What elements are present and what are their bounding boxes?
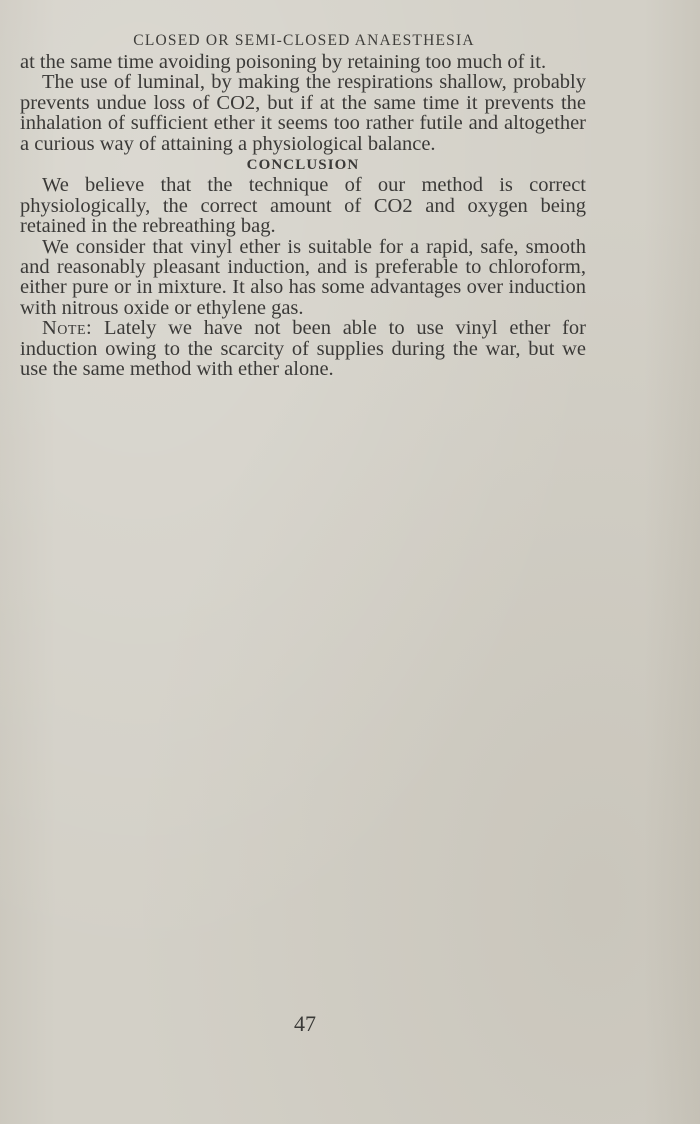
note-text: Lately we have not been able to use vinyl ether for induction owing to the scarcity of supplies during the war, but we use the same method with ether alone.	[20, 317, 586, 381]
page-number: 47	[294, 1011, 316, 1036]
running-head: CLOSED OR SEMI-CLOSED ANAESTHESIA	[133, 32, 475, 49]
note-label: Note:	[42, 317, 93, 340]
body-text	[20, 52, 586, 380]
paragraph-luminal: The use of luminal, by making the respirations shallow, probably prevents undue loss of CO2, but if at the same time it prevents the inhalation of sufficient ether it seems too rather futile and altogether a curious way of attaining a physiological balance.	[20, 71, 586, 155]
section-heading-conclusion: CONCLUSION	[246, 157, 360, 174]
paragraph-technique: We believe that the technique of our method is correct physiologically, the correct amount of CO2 and oxygen being retained in the rebreathing bag.	[20, 174, 586, 238]
paragraph-continuation: at the same time avoiding poisoning by retaining too much of it.	[20, 51, 547, 73]
paragraph-note	[20, 318, 586, 379]
paragraph-vinyl-ether: We consider that vinyl ether is suitable for a rapid, safe, smooth and reasonably pleasant induction, and is preferable to chloroform, either pure or in mixture. It also has some advantages over induction with nitrous oxide or ethylene gas.	[20, 235, 586, 319]
